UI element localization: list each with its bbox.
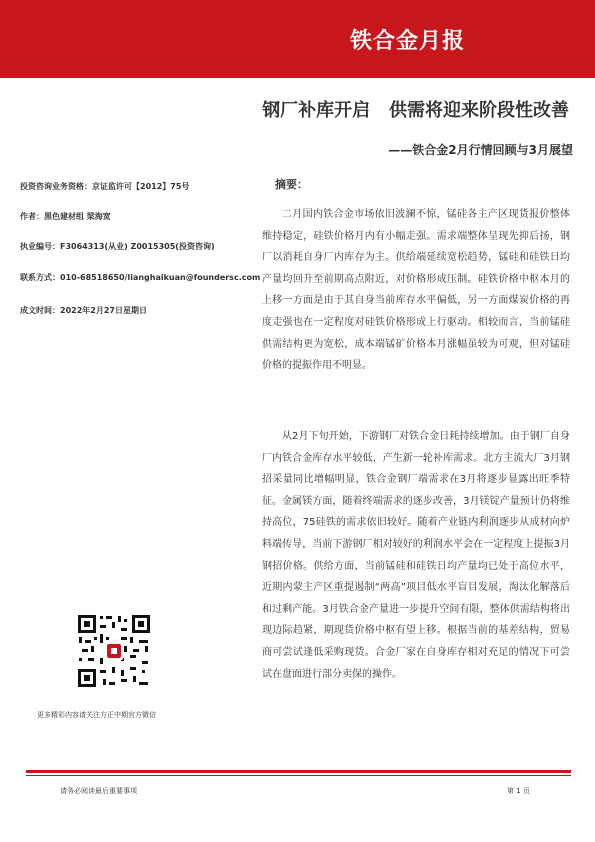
report-main-title: 钢厂补库开启 供需将迎来阶段性改善 bbox=[262, 100, 569, 121]
footer-divider-thin bbox=[26, 775, 571, 776]
footer-notice: 请务必阅读最后重要事项 bbox=[60, 787, 137, 795]
footer-divider bbox=[26, 770, 571, 773]
abstract-heading: 摘要： bbox=[275, 178, 308, 191]
publish-date: 成文时间：2022年2月27日星期日 bbox=[20, 306, 147, 315]
wechat-qr-code bbox=[76, 613, 152, 689]
certificate-info: 执业编号：F3064313(从业) Z0015305(投资咨询) bbox=[20, 242, 215, 251]
qr-caption: 更多精彩内容请关注方正中期官方微信 bbox=[37, 711, 156, 719]
author-info: 作者：黑色建材组 梁海宽 bbox=[20, 212, 111, 221]
contact-info: 联系方式：010-68518650/lianghaikuan@foundersc.com bbox=[20, 273, 261, 282]
license-info: 投资咨询业务资格：京证监许可【2012】75号 bbox=[20, 182, 190, 191]
report-sub-title: ——铁合金2月行情回顾与3月展望 bbox=[388, 143, 573, 157]
report-type-title: 铁合金月报 bbox=[349, 29, 465, 54]
abstract-paragraph: 从2月下旬开始，下游钢厂对铁合金日耗持续增加。由于钢厂自身厂内铁合金库存水平较低，产生新一轮补库需求。北方主流大厂3月钢招采量同比增幅明显，铁合金钢厂端需求在3月将逐步显露出旺季特征。金属镁方面，随着终端需求的逐步改善，3月镁锭产量预计仍将维持高位，75硅铁的需求依旧较好。随着产业链内利润逐步从成材向炉料端传导，当前下游钢厂相对较好的利润水平会在一定程度上提振3月钢招价格。供给方面，当前锰硅和硅铁日均产量均已处于高位水平，近期内蒙主产区重提遏制“两高”项目低水平盲目发展，淘汰化解落后和过剩产能。3月铁合金产量进一步提升空间有限，整体供需结构将出现边际趋紧，期现货价格中枢有望上移。根据当前的基差结构，贸易商可尝试逢低采购现货。合金厂家在自身库存相对充足的情况下可尝试在盘面进行部分卖保的操作。 bbox=[262, 431, 570, 680]
header-banner bbox=[0, 0, 595, 78]
page-number: 第 1 页 bbox=[507, 787, 530, 795]
abstract-paragraph: 二月国内铁合金市场依旧波澜不惊，锰硅各主产区现货报价整体维持稳定，硅铁价格月内有小幅走强。需求端整体呈现先抑后扬，钢厂以消耗自身厂内库存为主。供给端延续宽松趋势，锰硅和硅铁日均产量均回升至前期高点附近，对价格形成压制。硅铁价格中枢本月的上移一方面是由于其自身当前库存水平偏低，另一方面煤炭价格的再度走强也在一定程度对硅铁价格形成上行驱动。相较而言，当前锰硅供需结构更为宽松，成本端锰矿价格本月涨幅虽较为可观，但对锰硅价格的提振作用不明显。 bbox=[262, 209, 570, 372]
